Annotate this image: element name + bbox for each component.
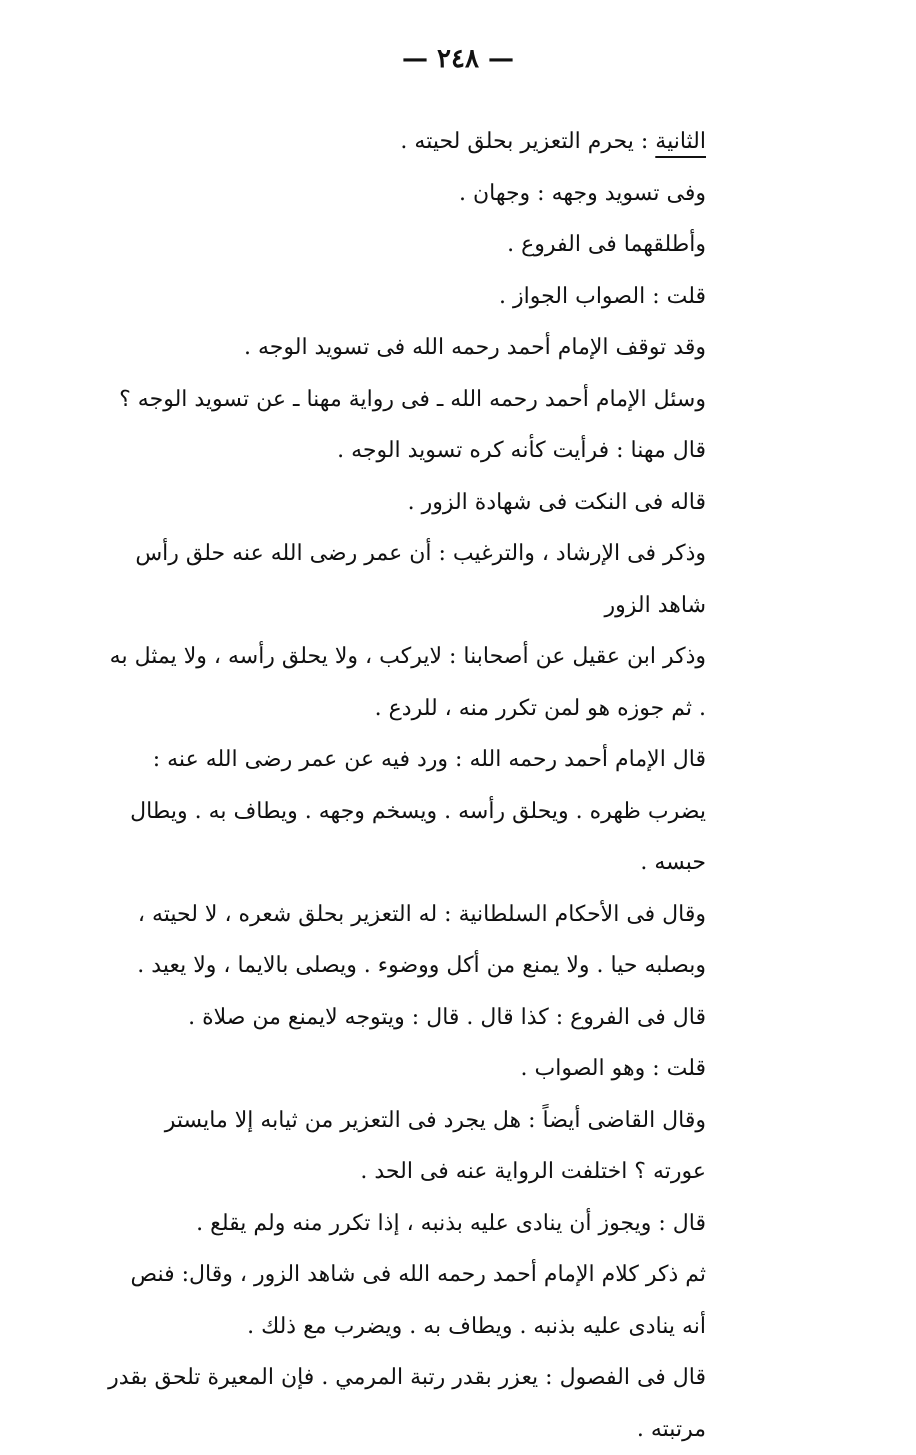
paragraph-4: قلت : الصواب الجواز . [499, 283, 706, 309]
paragraph-2: وفى تسويد وجهه : وجهان . [458, 180, 706, 206]
paragraph-text: : يحرم التعزير بحلق لحيته . [400, 129, 656, 154]
paragraph-9: وذكر ابن عقيل عن أصحابنا : لايركب ، ولا يحلق رأسه ، ولا يمثل به . ثم جوزه هو لمن تكرر منه ، للردع . [109, 644, 706, 721]
paragraph-8: وذكر فى الإرشاد ، والترغيب : أن عمر رضى الله عنه حلق رأس شاهد الزور [135, 541, 706, 618]
paragraph-14: وقال القاضى أيضاً : هل يجرد فى التعزير من ثيابه إلا مايستر عورته ؟ اختلفت الرواية عنه فى الحد . [164, 1107, 706, 1184]
paragraph-15: قال : ويجوز أن ينادى عليه بذنبه ، إذا تكرر منه ولم يقلع . [196, 1210, 706, 1236]
paragraph-5: وقد توقف الإمام أحمد رحمه الله فى تسويد الوجه . [244, 335, 706, 360]
paragraph-13: قلت : وهو الصواب . [520, 1056, 706, 1081]
paragraph-12: قال فى الفروع : كذا قال . قال : ويتوجه لايمنع من صلاة . [188, 1004, 706, 1030]
paragraph-1 [108, 116, 750, 168]
paragraph-6: وسئل الإمام أحمد رحمه الله ـ فى رواية مهنا ـ عن تسويد الوجه ؟ قال مهنا : فرأيت كأنه كره تسويد الوجه . [119, 386, 706, 463]
page-body [108, 116, 750, 1455]
paragraph-7: قاله فى النكت فى شهادة الزور . [407, 489, 706, 515]
page-number: — ٢٤٨ — [401, 44, 515, 74]
paragraph-17: قال فى الفصول : يعزر بقدر رتبة المرمي . فإن المعيرة تلحق بقدر مرتبته . [108, 1365, 706, 1442]
paragraph-10: قال الإمام أحمد رحمه الله : ورد فيه عن عمر رضى الله عنه : يضرب ظهره . ويحلق رأسه . ويسخم وجهه . ويطاف به . ويطال حبسه . [130, 747, 706, 875]
paragraph-16: ثم ذكر كلام الإمام أحمد رحمه الله فى شاهد الزور ، وقال: فنص أنه ينادى عليه بذنبه . ويطاف به . ويضرب مع ذلك . [130, 1262, 706, 1339]
paragraph-11: وقال فى الأحكام السلطانية : له التعزير بحلق شعره ، لا لحيته ، وبصلبه حيا . ولا يمنع من أكل ووضوء . ويصلى بالايما ، ولا يعيد . [137, 901, 706, 978]
paragraph-3: وأطلقهما فى الفروع . [507, 232, 706, 257]
paragraph-lead: الثانية [655, 129, 706, 154]
